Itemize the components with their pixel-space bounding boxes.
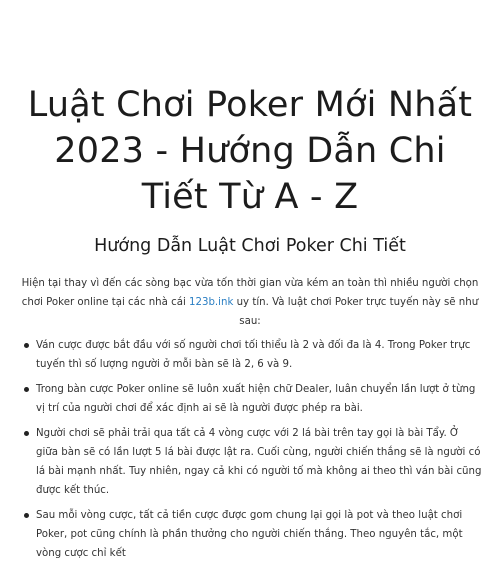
list-item	[24, 380, 484, 418]
list-item-text: Sau mỗi vòng cược, tất cả tiền cược được gom chung lại gọi là pot và theo luật chơi Poker, pot cũng chính là phần thưởng cho người chiến thắng. Theo nguyên tắc, một vòng cược chỉ kết	[36, 510, 463, 559]
bullet-icon	[24, 431, 29, 436]
intro-text-end: uy tín. Và luật chơi Poker trực tuyến này sẽ như sau:	[233, 297, 479, 327]
article-page	[0, 82, 500, 582]
list-item	[24, 506, 484, 563]
bullet-icon	[24, 387, 29, 392]
list-item-text: Người chơi sẽ phải trải qua tất cả 4 vòng cược với 2 lá bài trên tay gọi là bài Tẩy. Ở giữa bàn sẽ có lần lượt 5 lá bài được lật ra. Cuối cùng, người chiến thắng sẽ là người có lá bài mạnh nhất. Tuy nhiên, ngay cả khi có người tố mà không ai theo thì ván bài cũng được kết thúc.	[36, 428, 482, 496]
bullet-icon	[24, 343, 29, 348]
section-heading: Hướng Dẫn Luật Chơi Poker Chi Tiết	[94, 236, 406, 256]
site-link[interactable]: 123b.ink	[189, 297, 234, 308]
list-item-text: Ván cược được bắt đầu với số người chơi tối thiểu là 2 và đối đa là 4. Trong Poker trực tuyến thì số lượng người ở mỗi bàn sẽ là 2, 6 và 9.	[36, 340, 471, 370]
list-item-text: Trong bàn cược Poker online sẽ luôn xuất hiện chữ Dealer, luân chuyển lần lượt ở từng vị trí của người chơi để xác định ai sẽ là người được phép ra bài.	[36, 384, 476, 414]
intro-paragraph	[16, 274, 484, 331]
list-item	[24, 336, 484, 374]
rules-list	[16, 336, 484, 563]
page-title: Luật Chơi Poker Mới Nhất 2023 - Hướng Dẫn Chi Tiết Từ A - Z	[27, 85, 473, 217]
list-item	[24, 424, 484, 500]
bullet-icon	[24, 513, 29, 518]
intro-text-start: Hiện tại thay vì đến các sòng bạc vừa tốn thời gian vừa kém an toàn thì nhiều người chọn chơi Poker online tại các nhà cái	[21, 278, 479, 308]
